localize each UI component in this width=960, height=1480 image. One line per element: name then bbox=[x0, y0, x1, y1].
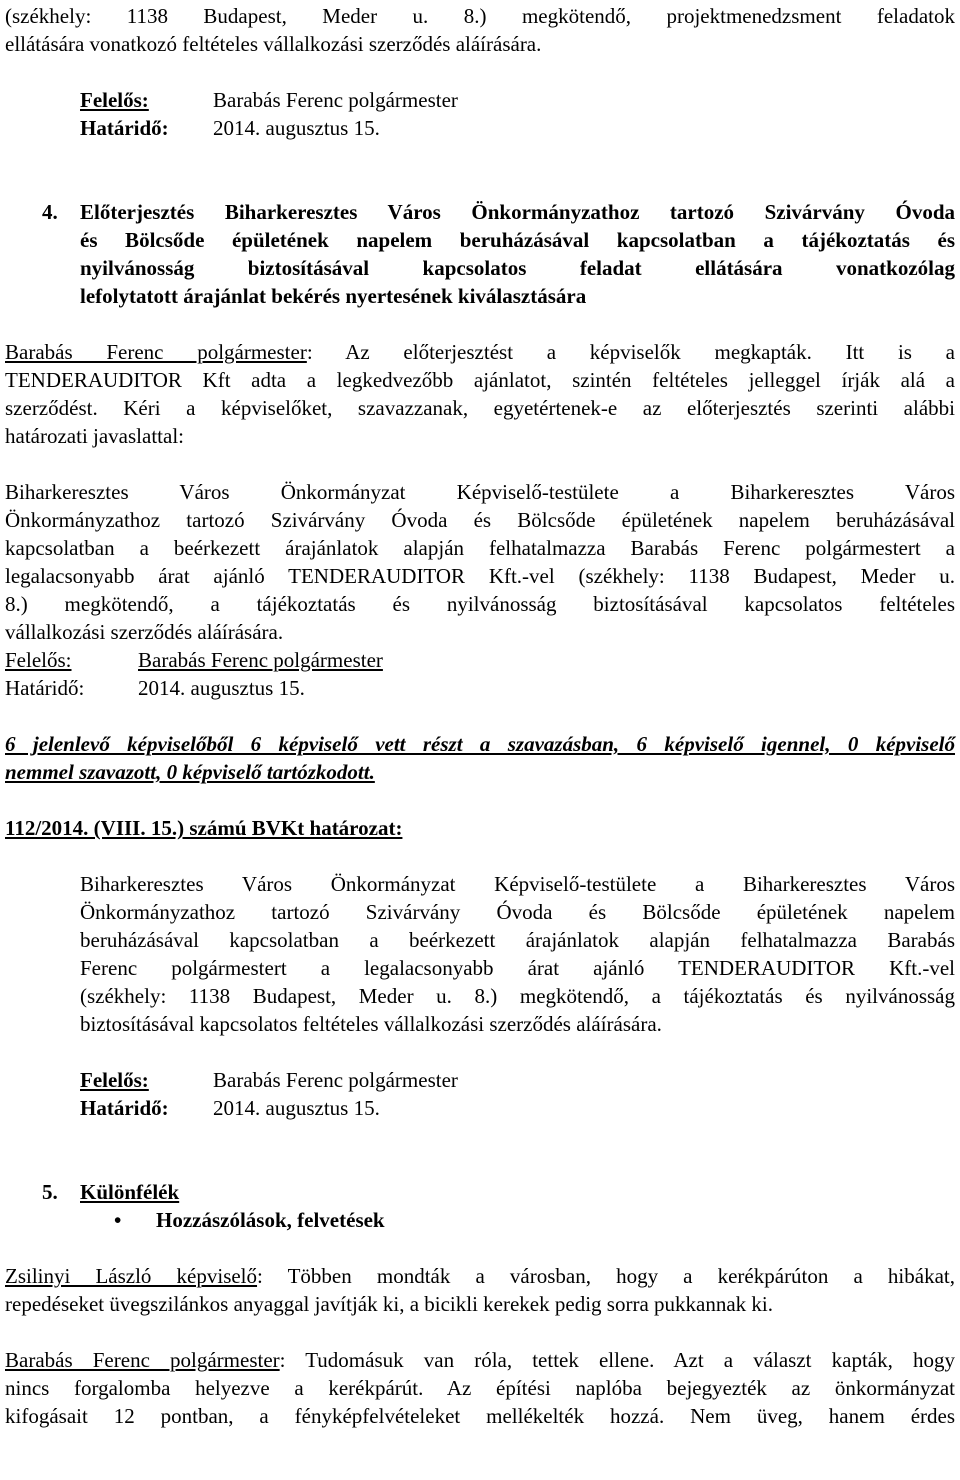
responsible-value: Barabás Ferenc polgármester bbox=[213, 1068, 458, 1092]
deadline-label: Határidő: bbox=[80, 1096, 169, 1120]
deadline-label: Határidő: bbox=[80, 116, 169, 140]
text-line: Biharkeresztes Város Önkormányzat Képviselő-testülete a Biharkeresztes Város bbox=[80, 872, 955, 896]
speech-zsilinyi bbox=[5, 1262, 955, 1318]
agenda-item-number: 5. bbox=[42, 1180, 58, 1204]
deadline-line bbox=[5, 114, 955, 142]
deadline-value: 2014. augusztus 15. bbox=[213, 1096, 380, 1120]
text-line: Önkormányzathoz tartozó Szivárvány Óvoda és Bölcsőde épületének napelem beruházásával bbox=[5, 508, 955, 532]
agenda-item-title-line: lefolytatott árajánlat bekérés nyertesének kiválasztására bbox=[80, 284, 587, 308]
deadline-line bbox=[80, 1094, 955, 1122]
responsible-line bbox=[80, 1066, 955, 1094]
text-line: beruházásával kapcsolatban a beérkezett árajánlatok alapján felhatalmazza Barabás bbox=[80, 928, 955, 952]
deadline-value: 2014. augusztus 15. bbox=[213, 116, 380, 140]
text-line: kifogásait 12 pontban, a fényképfelvételeket mellékelték hozzá. Nem üveg, hanem érdes bbox=[5, 1404, 955, 1428]
agenda-item-title-line: nyilvánosság biztosításával kapcsolatos feladat ellátására vonatkozólag bbox=[80, 256, 955, 280]
text-line: Barabás Ferenc polgármester: Az előterjesztést a képviselők megkapták. Itt is a bbox=[5, 340, 955, 364]
bullet-text: Hozzászólások, felvetések bbox=[156, 1208, 385, 1232]
text-line: (székhely: 1138 Budapest, Meder u. 8.) megkötendő, projektmenedzsment feladatok bbox=[5, 4, 955, 28]
agenda-item-title-line: Előterjesztés Biharkeresztes Város Önkormányzathoz tartozó Szivárvány Óvoda bbox=[80, 200, 955, 224]
agenda-item-4 bbox=[5, 198, 955, 310]
text-line: (székhely: 1138 Budapest, Meder u. 8.) megkötendő, a tájékoztatás és nyilvánosság bbox=[80, 984, 955, 1008]
text-line: kapcsolatban a beérkezett árajánlatok alapján felhatalmazza Barabás Ferenc polgármestert a bbox=[5, 536, 955, 560]
text-line: repedéseket üvegszilánkos anyaggal javítják ki, a bicikli kerekek pedig sorra pukkannak ki. bbox=[5, 1292, 773, 1316]
text-line: Ferenc polgármestert a legalacsonyabb árat ajánló TENDERAUDITOR Kft.-vel bbox=[80, 956, 955, 980]
vote-line: nemmel szavazott, 0 képviselő tartózkodott. bbox=[5, 760, 375, 784]
agenda-item-5 bbox=[5, 1178, 955, 1206]
resolution-proposal bbox=[5, 478, 955, 702]
speaker-name: Barabás Ferenc polgármester bbox=[5, 1348, 280, 1372]
document-page bbox=[5, 2, 955, 1430]
deadline-value: 2014. augusztus 15. bbox=[138, 676, 305, 700]
responsible-label: Felelős: bbox=[5, 648, 72, 672]
text-line: Önkormányzathoz tartozó Szivárvány Óvoda és Bölcsőde épületének napelem bbox=[80, 900, 955, 924]
text-line: Zsilinyi László képviselő: Többen mondták a városban, hogy a kerékpárúton a hibákat, bbox=[5, 1264, 955, 1288]
responsible-line bbox=[5, 646, 955, 674]
agenda-item-title-line: és Bölcsőde épületének napelem beruházásával kapcsolatban a tájékoztatás és bbox=[80, 228, 955, 252]
speaker-name: Zsilinyi László képviselő bbox=[5, 1264, 258, 1288]
vote-result bbox=[5, 730, 955, 786]
resolution-body bbox=[5, 870, 955, 1122]
text-line: ellátására vonatkozó feltételes vállalkozási szerződés aláírására. bbox=[5, 32, 542, 56]
text-line: szerződést. Kéri a képviselőket, szavazzanak, egyetértenek-e az előterjesztés szerinti alábbi bbox=[5, 396, 955, 420]
text-line: határozati javaslattal: bbox=[5, 424, 184, 448]
text-line: nincs forgalomba helyezve a kerékpárút. Az építési naplóba bejegyezték az önkormányzat bbox=[5, 1376, 955, 1400]
text-line: 8.) megkötendő, a tájékoztatás és nyilvánosság biztosításával kapcsolatos feltételes bbox=[5, 592, 955, 616]
vote-line: 6 jelenlevő képviselőből 6 képviselő vett részt a szavazásban, 6 képviselő igennel, 0 képviselő bbox=[5, 732, 955, 756]
agenda-item-title: Különfélék bbox=[80, 1180, 180, 1204]
deadline-line bbox=[5, 674, 955, 702]
resolution-title: 112/2014. (VIII. 15.) számú BVKt határozat: bbox=[5, 816, 403, 840]
agenda-item-number: 4. bbox=[42, 200, 58, 224]
text-line: Biharkeresztes Város Önkormányzat Képviselő-testülete a Biharkeresztes Város bbox=[5, 480, 955, 504]
text-line: legalacsonyabb árat ajánló TENDERAUDITOR Kft.-vel (székhely: 1138 Budapest, Meder u. bbox=[5, 564, 955, 588]
bullet-icon: • bbox=[114, 1208, 122, 1232]
text-line: biztosításával kapcsolatos feltételes vállalkozási szerződés aláírására. bbox=[80, 1012, 662, 1036]
bullet-item bbox=[5, 1206, 955, 1234]
responsible-label: Felelős: bbox=[80, 88, 149, 112]
responsible-value: Barabás Ferenc polgármester bbox=[213, 88, 458, 112]
responsible-value: Barabás Ferenc polgármester bbox=[138, 648, 383, 672]
top-continuation bbox=[5, 2, 955, 142]
responsible-line bbox=[5, 86, 955, 114]
deadline-label: Határidő: bbox=[5, 676, 85, 700]
speaker-name: Barabás Ferenc polgármester bbox=[5, 340, 307, 364]
text-line: TENDERAUDITOR Kft adta a legkedvezőbb ajánlatot, szintén feltételes jelleggel írják alá a bbox=[5, 368, 955, 392]
speech-mayor-2 bbox=[5, 1346, 955, 1430]
responsible-label: Felelős: bbox=[80, 1068, 149, 1092]
text-line: Barabás Ferenc polgármester: Tudomásuk van róla, tettek ellene. Azt a választ kapták, hogy bbox=[5, 1348, 955, 1372]
speech-mayor-1 bbox=[5, 338, 955, 450]
text-line: vállalkozási szerződés aláírására. bbox=[5, 620, 284, 644]
